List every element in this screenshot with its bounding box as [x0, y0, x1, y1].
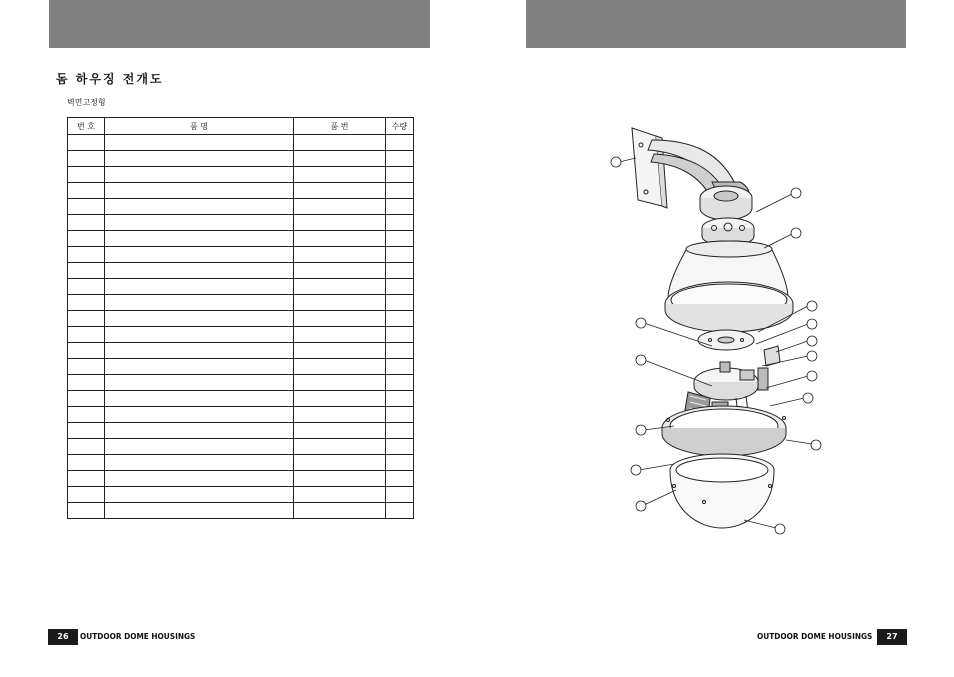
parts-table-cell	[105, 295, 294, 311]
page-number-left: 26	[48, 629, 78, 645]
col-header-part-number: 품 번	[294, 118, 386, 135]
parts-table-cell	[105, 439, 294, 455]
parts-table-cell	[68, 375, 105, 391]
parts-table-row	[68, 439, 414, 455]
parts-table-cell	[68, 199, 105, 215]
mounting-plate	[698, 330, 754, 350]
parts-table-row	[68, 423, 414, 439]
parts-table-cell	[386, 423, 414, 439]
parts-table-cell	[105, 487, 294, 503]
parts-table-cell	[68, 471, 105, 487]
parts-table-cell	[294, 327, 386, 343]
parts-table-cell	[386, 167, 414, 183]
parts-table-cell	[105, 231, 294, 247]
exploded-view-diagram	[526, 100, 906, 550]
parts-table-cell	[294, 487, 386, 503]
parts-table-row	[68, 487, 414, 503]
parts-table-row	[68, 247, 414, 263]
parts-table-cell	[294, 199, 386, 215]
parts-table-cell	[68, 279, 105, 295]
parts-table-cell	[294, 423, 386, 439]
parts-table-cell	[386, 247, 414, 263]
parts-table-cell	[68, 343, 105, 359]
parts-table-cell	[68, 167, 105, 183]
parts-table-cell	[68, 455, 105, 471]
parts-table-cell	[386, 135, 414, 151]
parts-table-cell	[386, 231, 414, 247]
parts-table-cell	[386, 327, 414, 343]
header-banner-right	[526, 0, 906, 48]
parts-table-row	[68, 391, 414, 407]
parts-table-cell	[294, 439, 386, 455]
parts-table-cell	[294, 311, 386, 327]
parts-table-cell	[386, 279, 414, 295]
parts-table	[67, 117, 414, 519]
parts-table-row	[68, 327, 414, 343]
parts-table-cell	[68, 247, 105, 263]
parts-table-cell	[68, 503, 105, 519]
parts-table-row	[68, 503, 414, 519]
parts-table-cell	[294, 183, 386, 199]
parts-table-row	[68, 311, 414, 327]
parts-table-row	[68, 151, 414, 167]
parts-table-cell	[294, 391, 386, 407]
parts-table-cell	[294, 167, 386, 183]
parts-table-row	[68, 231, 414, 247]
parts-table-cell	[386, 343, 414, 359]
parts-table-cell	[105, 167, 294, 183]
parts-table-row	[68, 167, 414, 183]
parts-table-cell	[294, 375, 386, 391]
parts-table-cell	[294, 359, 386, 375]
parts-table-cell	[68, 327, 105, 343]
parts-table-cell	[386, 455, 414, 471]
page-number-right: 27	[877, 629, 907, 645]
dome-ring	[662, 406, 786, 456]
parts-table-cell	[386, 487, 414, 503]
parts-table-row	[68, 295, 414, 311]
parts-table-header-row	[68, 118, 414, 135]
parts-table-cell	[105, 375, 294, 391]
parts-table-cell	[386, 295, 414, 311]
parts-table-cell	[68, 295, 105, 311]
parts-table-cell	[68, 263, 105, 279]
col-header-number: 번 호	[68, 118, 105, 135]
parts-table-cell	[386, 503, 414, 519]
parts-table-cell	[294, 279, 386, 295]
top-cover	[665, 241, 793, 332]
parts-table-cell	[105, 343, 294, 359]
header-banner-left	[49, 0, 430, 48]
col-header-part-name: 품 명	[105, 118, 294, 135]
parts-table-cell	[68, 359, 105, 375]
parts-table-cell	[294, 231, 386, 247]
parts-table-cell	[105, 183, 294, 199]
parts-table-row	[68, 407, 414, 423]
footer-title-left: OUTDOOR DOME HOUSINGS	[80, 632, 196, 641]
parts-table-cell	[386, 471, 414, 487]
parts-table-cell	[68, 487, 105, 503]
parts-table-cell	[386, 311, 414, 327]
parts-table-cell	[386, 375, 414, 391]
parts-table-cell	[294, 151, 386, 167]
parts-table-row	[68, 279, 414, 295]
parts-table-cell	[386, 199, 414, 215]
parts-table-cell	[68, 391, 105, 407]
section-title: 돔 하우징 전개도	[56, 72, 164, 86]
parts-table-cell	[68, 215, 105, 231]
parts-table-row	[68, 183, 414, 199]
parts-table-cell	[294, 503, 386, 519]
parts-table-row	[68, 215, 414, 231]
parts-table-cell	[105, 263, 294, 279]
parts-table-cell	[386, 407, 414, 423]
parts-table-cell	[386, 391, 414, 407]
parts-table-cell	[294, 135, 386, 151]
parts-table-row	[68, 343, 414, 359]
parts-table-cell	[386, 183, 414, 199]
parts-table-cell	[386, 263, 414, 279]
parts-table-row	[68, 135, 414, 151]
parts-table-cell	[294, 215, 386, 231]
parts-table-cell	[105, 503, 294, 519]
parts-table-cell	[294, 295, 386, 311]
parts-table-row	[68, 455, 414, 471]
mount-cap	[700, 186, 752, 220]
parts-table-cell	[105, 151, 294, 167]
parts-table-cell	[105, 407, 294, 423]
parts-table-cell	[105, 327, 294, 343]
parts-table-row	[68, 375, 414, 391]
parts-table-row	[68, 471, 414, 487]
parts-table-cell	[105, 311, 294, 327]
parts-table-cell	[68, 135, 105, 151]
parts-table-cell	[105, 455, 294, 471]
parts-table-cell	[386, 439, 414, 455]
parts-table-cell	[294, 343, 386, 359]
parts-table-cell	[294, 407, 386, 423]
footer-title-right: OUTDOOR DOME HOUSINGS	[756, 632, 872, 641]
parts-table-cell	[386, 359, 414, 375]
parts-table-cell	[294, 263, 386, 279]
parts-table-cell	[294, 471, 386, 487]
lower-dome	[670, 454, 774, 528]
parts-table-cell	[105, 215, 294, 231]
parts-table-row	[68, 359, 414, 375]
parts-table-cell	[105, 247, 294, 263]
parts-table-cell	[386, 215, 414, 231]
parts-table-cell	[68, 439, 105, 455]
parts-table-cell	[105, 423, 294, 439]
parts-table-cell	[105, 471, 294, 487]
parts-table-cell	[105, 135, 294, 151]
parts-table-cell	[105, 279, 294, 295]
parts-table-cell	[105, 359, 294, 375]
parts-table-cell	[68, 311, 105, 327]
parts-table-cell	[105, 391, 294, 407]
parts-table-cell	[68, 183, 105, 199]
parts-table-cell	[68, 231, 105, 247]
parts-table-row	[68, 199, 414, 215]
parts-table-cell	[68, 151, 105, 167]
parts-table-cell	[68, 407, 105, 423]
parts-table-cell	[294, 247, 386, 263]
mount-type-subtitle: 벽면고정형	[67, 98, 106, 107]
parts-table-cell	[294, 455, 386, 471]
parts-table-cell	[105, 199, 294, 215]
parts-table-cell	[68, 423, 105, 439]
col-header-quantity: 수량	[386, 118, 414, 135]
parts-table-row	[68, 263, 414, 279]
parts-table-cell	[386, 151, 414, 167]
